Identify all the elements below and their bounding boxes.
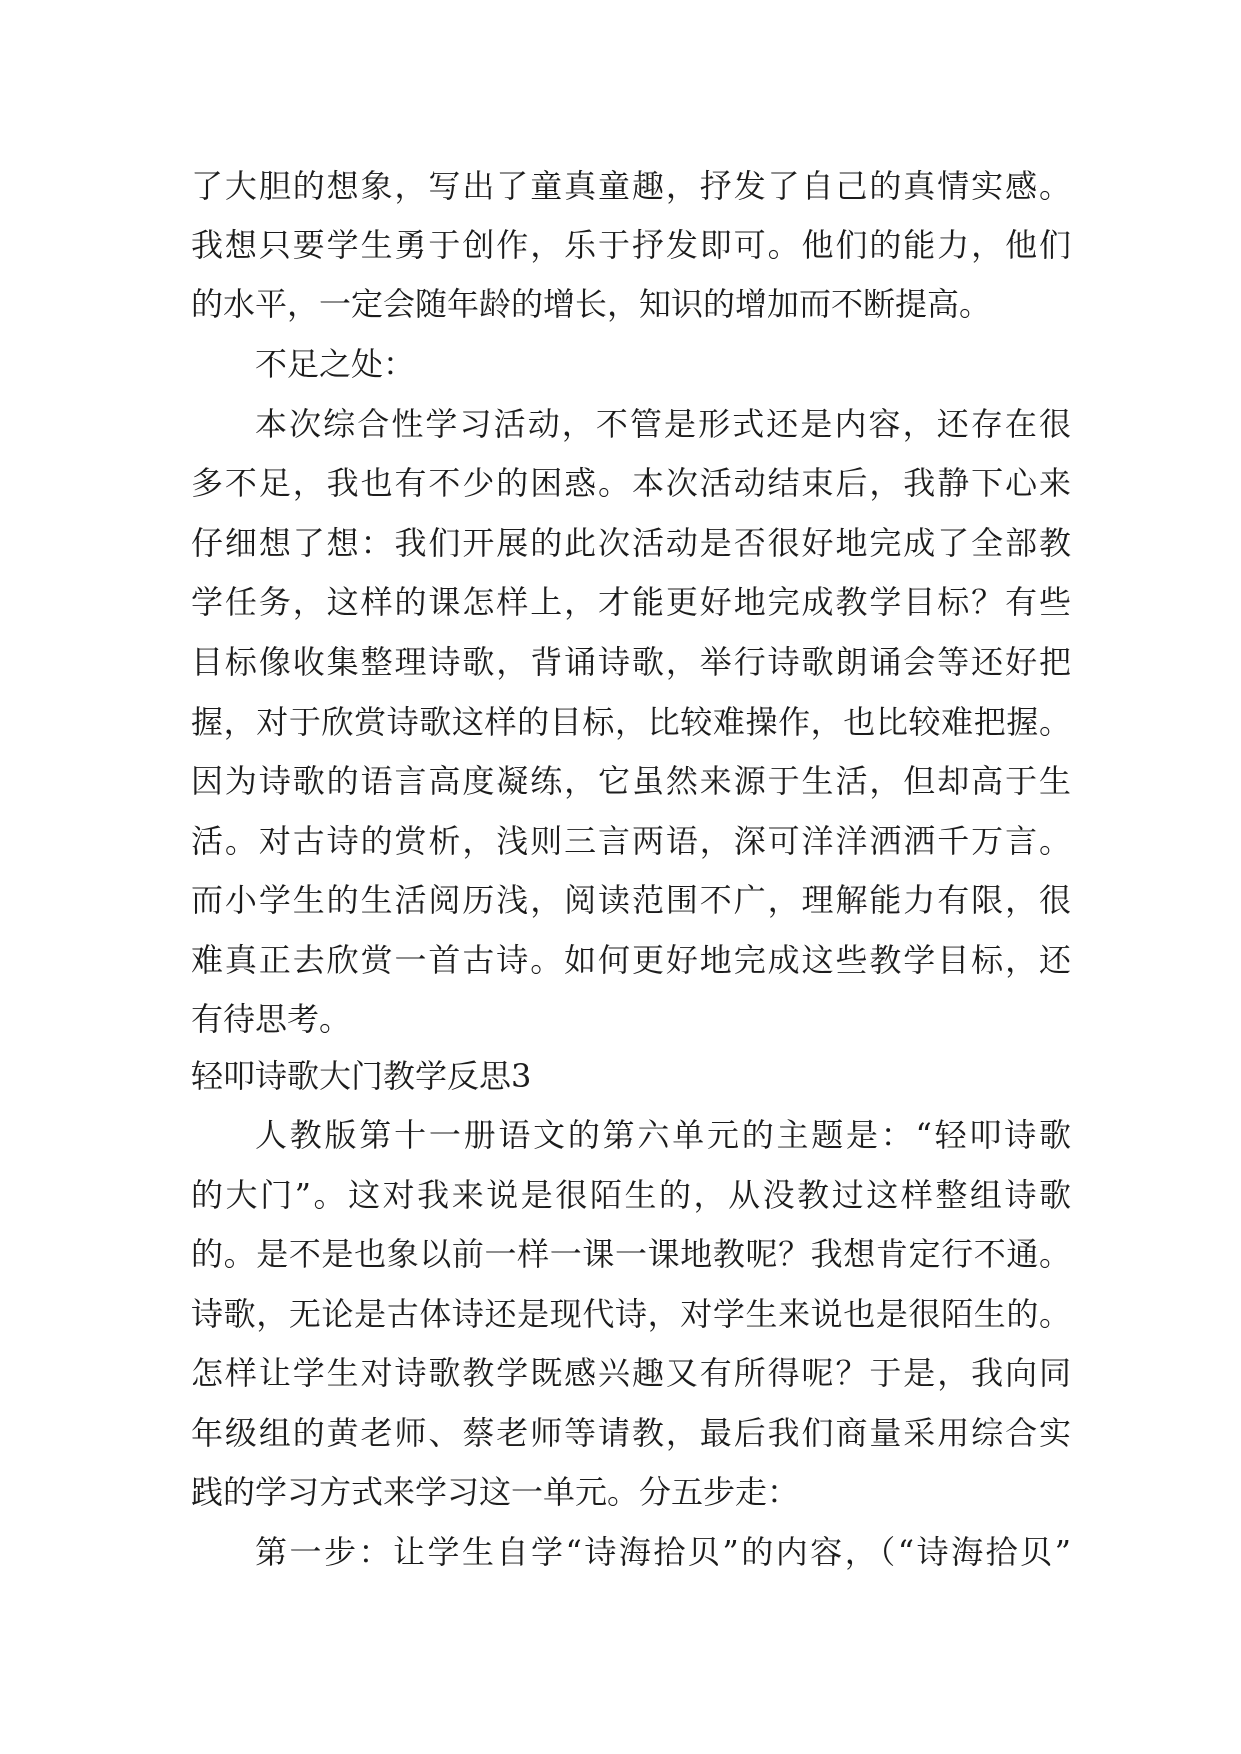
paragraph-line: 握，对于欣赏诗歌这样的目标，比较难操作，也比较难把握。	[191, 703, 1071, 741]
paragraph-line: 多不足，我也有不少的困惑。本次活动结束后，我静下心来	[191, 464, 1071, 502]
paragraph-line: 践的学习方式来学习这一单元。分五步走：	[191, 1473, 800, 1511]
paragraph-line: 诗歌，无论是古体诗还是现代诗，对学生来说也是很陌生的。	[191, 1295, 1071, 1333]
paragraph-line: 本次综合性学习活动，不管是形式还是内容，还存在很	[255, 405, 1071, 443]
paragraph-line: 的水平，一定会随年龄的增长，知识的增加而不断提高。	[191, 285, 992, 323]
paragraph-line: 第一步：让学生自学“诗海拾贝”的内容，（“诗海拾贝”	[255, 1533, 1071, 1571]
paragraph-line: 学任务，这样的课怎样上，才能更好地完成教学目标？有些	[191, 583, 1071, 621]
paragraph-line: 而小学生的生活阅历浅，阅读范围不广，理解能力有限，很	[191, 881, 1071, 919]
paragraph-line: 的大门”。这对我来说是很陌生的，从没教过这样整组诗歌	[191, 1176, 1071, 1214]
paragraph-line: 因为诗歌的语言高度凝练，它虽然来源于生活，但却高于生	[191, 762, 1071, 800]
paragraph-line: 仔细想了想：我们开展的此次活动是否很好地完成了全部教	[191, 524, 1071, 562]
paragraph-line: 怎样让学生对诗歌教学既感兴趣又有所得呢？于是，我向同	[191, 1354, 1071, 1392]
paragraph-line: 有待思考。	[191, 1000, 352, 1038]
section-heading: 轻叩诗歌大门教学反思3	[191, 1057, 532, 1095]
paragraph-line: 目标像收集整理诗歌，背诵诗歌，举行诗歌朗诵会等还好把	[191, 643, 1071, 681]
paragraph-line: 人教版第十一册语文的第六单元的主题是：“轻叩诗歌	[255, 1116, 1071, 1154]
paragraph-line: 我想只要学生勇于创作，乐于抒发即可。他们的能力，他们	[191, 226, 1071, 264]
paragraph-line: 难真正去欣赏一首古诗。如何更好地完成这些教学目标，还	[191, 941, 1071, 979]
paragraph-line: 的。是不是也象以前一样一课一课地教呢？我想肯定行不通。	[191, 1235, 1071, 1273]
section-label: 不足之处：	[255, 345, 416, 383]
paragraph-line: 年级组的黄老师、蔡老师等请教，最后我们商量采用综合实	[191, 1414, 1071, 1452]
paragraph-line: 活。对古诗的赏析，浅则三言两语，深可洋洋洒洒千万言。	[191, 822, 1071, 860]
paragraph-line: 了大胆的想象，写出了童真童趣，抒发了自己的真情实感。	[191, 167, 1071, 205]
